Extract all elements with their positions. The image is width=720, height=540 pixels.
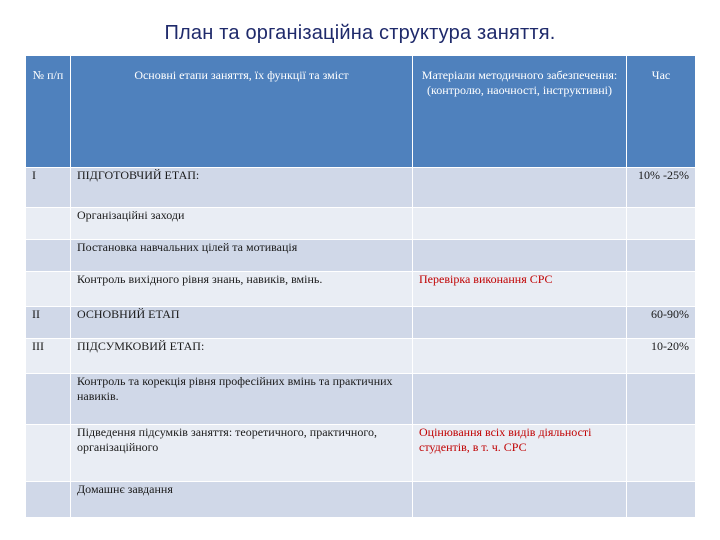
header-time: Час	[627, 56, 696, 168]
row-num	[26, 425, 71, 482]
row-time	[627, 208, 696, 240]
table-row	[26, 425, 696, 482]
page-title: План та організаційна структура заняття.	[164, 22, 556, 44]
row-time	[627, 425, 696, 482]
header-stages: Основні етапи заняття, їх функції та зміст	[71, 56, 413, 168]
row-materials	[413, 482, 627, 518]
table-row	[26, 482, 696, 518]
row-materials	[413, 208, 627, 240]
row-time	[627, 374, 696, 425]
row-num: ІІІ	[26, 339, 71, 374]
row-materials	[413, 374, 627, 425]
row-num	[26, 482, 71, 518]
row-stage: Домашнє завдання	[71, 482, 413, 518]
row-time	[627, 272, 696, 307]
table-row	[26, 374, 696, 425]
row-materials	[413, 240, 627, 272]
table-row	[26, 272, 696, 307]
row-num	[26, 240, 71, 272]
header-materials: Матеріали методичного забезпечення: (контролю, наочності, інструктивні)	[413, 56, 627, 168]
row-time	[627, 240, 696, 272]
row-materials	[413, 307, 627, 339]
table-header-row	[26, 56, 696, 168]
row-materials	[413, 168, 627, 208]
lesson-plan-table	[25, 55, 696, 518]
row-materials: Оцінювання всіх видів діяльності студентів, в т. ч. СРС	[413, 425, 627, 482]
row-materials: Перевірка виконання СРС	[413, 272, 627, 307]
row-stage: ОСНОВНИЙ ЕТАП	[71, 307, 413, 339]
row-time: 10-20%	[627, 339, 696, 374]
row-stage: Постановка навчальних цілей та мотивація	[71, 240, 413, 272]
row-stage: ПІДСУМКОВИЙ ЕТАП:	[71, 339, 413, 374]
row-stage: Контроль та корекція рівня професійних вмінь та практичних навиків.	[71, 374, 413, 425]
row-num: І	[26, 168, 71, 208]
row-stage: Контроль вихідного рівня знань, навиків, вмінь.	[71, 272, 413, 307]
row-num: ІІ	[26, 307, 71, 339]
row-stage: Організаційні заходи	[71, 208, 413, 240]
table-row	[26, 339, 696, 374]
table-row	[26, 208, 696, 240]
header-num: № п/п	[26, 56, 71, 168]
row-num	[26, 208, 71, 240]
row-time: 10% -25%	[627, 168, 696, 208]
row-num	[26, 272, 71, 307]
row-time	[627, 482, 696, 518]
table-row	[26, 168, 696, 208]
row-stage: Підведення підсумків заняття: теоретичного, практичного, організаційного	[71, 425, 413, 482]
row-time: 60-90%	[627, 307, 696, 339]
table-row	[26, 307, 696, 339]
table-row	[26, 240, 696, 272]
row-num	[26, 374, 71, 425]
row-materials	[413, 339, 627, 374]
row-stage: ПІДГОТОВЧИЙ ЕТАП:	[71, 168, 413, 208]
